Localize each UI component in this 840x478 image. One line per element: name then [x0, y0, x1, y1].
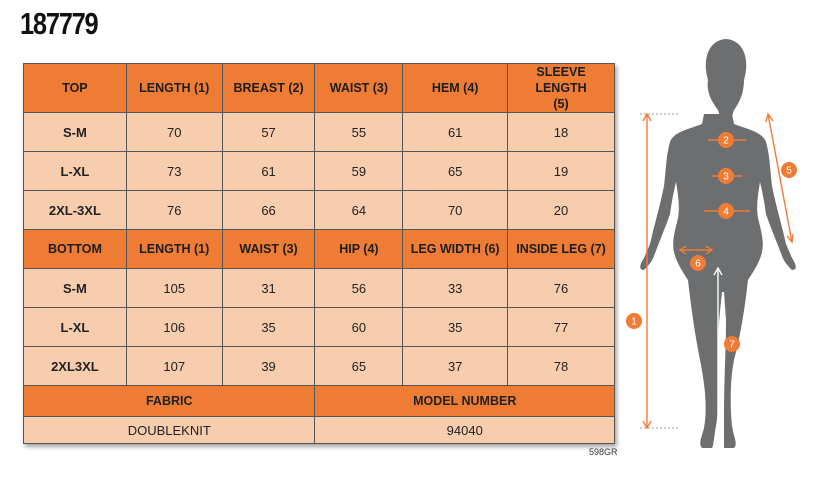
fabric-model-header-row [24, 386, 615, 417]
table-cell: 20 [508, 191, 615, 230]
top-header-row [24, 64, 615, 113]
table-cell: 35 [222, 308, 315, 347]
table-cell: 61 [222, 152, 315, 191]
header-cell: HIP (4) [315, 230, 403, 269]
model-number-value: 94040 [315, 417, 615, 444]
header-cell: BOTTOM [24, 230, 127, 269]
table-cell: 65 [403, 152, 508, 191]
marker-5-label: 5 [786, 165, 792, 177]
table-cell: 57 [222, 113, 315, 152]
header-cell: HEM (4) [403, 64, 508, 113]
header-cell: LENGTH (1) [126, 230, 222, 269]
fabric-value: DOUBLEKNIT [24, 417, 315, 444]
table-cell: 77 [508, 308, 615, 347]
header-cell: TOP [24, 64, 127, 113]
table-cell: 70 [126, 113, 222, 152]
table-cell: 106 [126, 308, 222, 347]
size-label: 2XL3XL [24, 347, 127, 386]
table-cell: 61 [403, 113, 508, 152]
header-cell: SLEEVE LENGTH (5) [508, 64, 615, 113]
table-cell: 64 [315, 191, 403, 230]
table-cell: 60 [315, 308, 403, 347]
table-cell: 56 [315, 269, 403, 308]
table-row [24, 347, 615, 386]
table-cell: 37 [403, 347, 508, 386]
body-measurement-figure [620, 30, 830, 470]
fabric-label: FABRIC [24, 386, 315, 417]
table-cell: 105 [126, 269, 222, 308]
table-row [24, 308, 615, 347]
table-cell: 78 [508, 347, 615, 386]
product-code: 187779 [20, 6, 98, 41]
table-row [24, 269, 615, 308]
size-label: L-XL [24, 152, 127, 191]
table-row [24, 113, 615, 152]
marker-4-label: 4 [723, 206, 729, 218]
table-cell: 35 [403, 308, 508, 347]
table-row [24, 152, 615, 191]
header-cell: INSIDE LEG (7) [508, 230, 615, 269]
header-cell: WAIST (3) [222, 230, 315, 269]
model-number-label: MODEL NUMBER [315, 386, 615, 417]
table-cell: 73 [126, 152, 222, 191]
marker-7-label: 7 [729, 339, 735, 351]
table-cell: 55 [315, 113, 403, 152]
size-label: S-M [24, 113, 127, 152]
reference-code: 598GR [589, 447, 618, 457]
marker-2-label: 2 [723, 135, 729, 147]
table-cell: 76 [126, 191, 222, 230]
table-cell: 66 [222, 191, 315, 230]
bottom-header-row [24, 230, 615, 269]
table-cell: 33 [403, 269, 508, 308]
size-chart-table [23, 63, 615, 444]
header-cell: LEG WIDTH (6) [403, 230, 508, 269]
table-cell: 31 [222, 269, 315, 308]
size-label: 2XL-3XL [24, 191, 127, 230]
table-cell: 59 [315, 152, 403, 191]
table-cell: 39 [222, 347, 315, 386]
marker-3-label: 3 [723, 171, 729, 183]
table-cell: 70 [403, 191, 508, 230]
header-cell: LENGTH (1) [126, 64, 222, 113]
marker-1-label: 1 [631, 316, 637, 328]
table-cell: 65 [315, 347, 403, 386]
table-cell: 19 [508, 152, 615, 191]
fabric-model-value-row [24, 417, 615, 444]
table-row [24, 191, 615, 230]
marker-6-label: 6 [695, 258, 701, 270]
header-cell: BREAST (2) [222, 64, 315, 113]
table-cell: 76 [508, 269, 615, 308]
size-label: L-XL [24, 308, 127, 347]
size-label: S-M [24, 269, 127, 308]
table-cell: 107 [126, 347, 222, 386]
table-cell: 18 [508, 113, 615, 152]
header-cell: WAIST (3) [315, 64, 403, 113]
